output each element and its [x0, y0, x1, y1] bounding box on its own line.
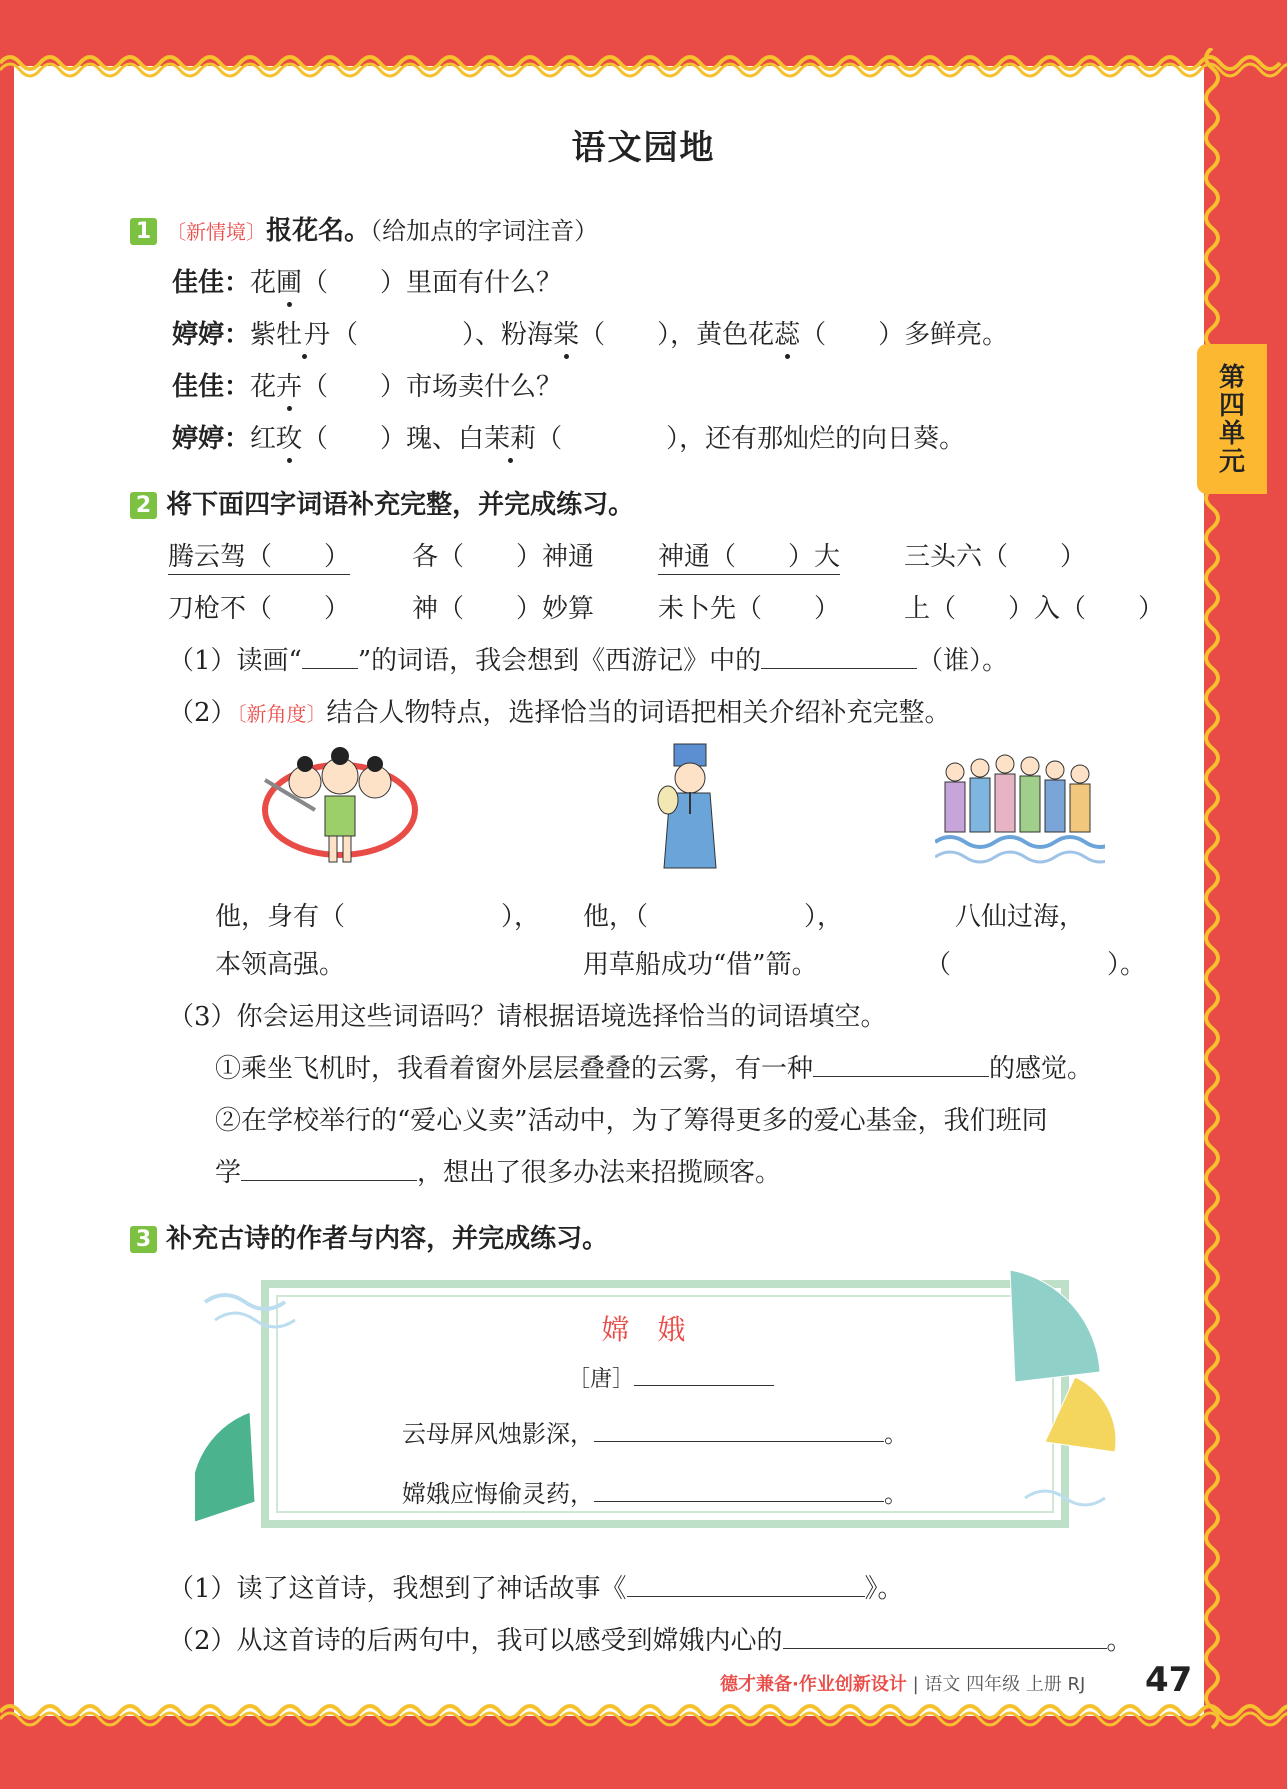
answer-blank[interactable]	[594, 1479, 884, 1502]
poem-line-1: 云母屏风烛影深， 。	[402, 1420, 908, 1448]
dotted-char: 棠	[553, 314, 579, 351]
blank-text[interactable]: （ ）、粉海	[332, 320, 554, 350]
q2-heading: 将下面四字词语补充完整，并完成练习。	[166, 490, 635, 520]
footer-brand: 德才兼备·作业创新设计	[720, 1674, 907, 1695]
q2-word-4[interactable]: 三头六（ ）	[904, 542, 1087, 572]
speaker: 佳佳：	[172, 268, 251, 298]
q3-heading-row	[130, 1218, 608, 1255]
answer-blank[interactable]	[813, 1054, 989, 1077]
zhuge-liang-illustration	[650, 738, 730, 878]
answer-blank[interactable]	[241, 1158, 417, 1181]
page-title: 语文园地	[571, 128, 716, 168]
dotted-char: 牡丹	[276, 314, 332, 351]
page-number: 47	[1145, 1660, 1193, 1700]
unit-side-tab	[1197, 344, 1267, 494]
footer-info: 语文 四年级 上册 RJ	[924, 1674, 1086, 1695]
footer-separator: |	[912, 1674, 919, 1695]
q3-sub1: （1）读了这首诗，我想到了神话故事《 》。	[168, 1574, 904, 1604]
q1-heading: 报花名。	[266, 216, 371, 246]
q3-number: 3	[130, 1226, 157, 1253]
q3-heading: 补充古诗的作者与内容，并完成练习。	[166, 1224, 609, 1254]
q2-sub3-item2: ②在学校举行的“爱心义卖”活动中，为了筹得更多的爱心基金，我们班同	[215, 1106, 1048, 1136]
q2-word-6[interactable]: 神（ ）妙算	[412, 594, 595, 624]
q1-note: （给加点的字词注音）	[370, 217, 599, 245]
caption-2-line1[interactable]: 他，（ ），	[583, 902, 844, 932]
dotted-char: 圃	[276, 262, 302, 299]
blank-text[interactable]: （ ），还有那灿烂的向日葵。	[536, 424, 966, 454]
poem-line-2: 嫦娥应悔偷灵药， 。	[402, 1480, 908, 1508]
q1-line-4	[172, 418, 965, 455]
blank-text[interactable]: （ ）瑰、白	[302, 424, 485, 454]
blank-text[interactable]: （ ）里面有什么？	[302, 268, 563, 298]
answer-blank[interactable]	[761, 646, 917, 669]
blank-text[interactable]: （ ），黄色花	[579, 320, 775, 350]
q2-heading-row	[130, 484, 634, 521]
speaker: 佳佳：	[172, 372, 251, 402]
q2-word-1[interactable]: 腾云驾（ ）	[168, 536, 350, 573]
q2-sub3: （3）你会运用这些词语吗？请根据语境选择恰当的词语填空。	[168, 1002, 887, 1032]
dotted-char: 茉莉	[484, 418, 536, 455]
q2-word-7[interactable]: 未卜先（ ）	[658, 594, 841, 624]
caption-1-line1[interactable]: 他，身有（ ），	[215, 902, 541, 932]
blank-text[interactable]: （ ）市场卖什么？	[302, 372, 563, 402]
caption-2-line2: 用草船成功“借”箭。	[583, 950, 818, 980]
q2-sub1: （1）读画“ ”的词语，我会想到《西游记》中的 （谁）。	[168, 646, 1009, 676]
speaker: 婷婷：	[172, 424, 251, 454]
footer	[720, 1670, 1187, 1696]
answer-blank[interactable]	[302, 646, 358, 669]
blank-text[interactable]: （ ）多鲜亮。	[800, 320, 1009, 350]
q1-line-1	[172, 262, 562, 299]
poem-dynasty-row: ［唐］	[568, 1362, 774, 1393]
speaker: 婷婷：	[172, 320, 251, 350]
unit-label: 第四单元	[1218, 363, 1245, 477]
q2-word-3[interactable]: 神通（ ）大	[658, 536, 840, 573]
answer-blank[interactable]	[627, 1574, 865, 1597]
dotted-char: 蕊	[774, 314, 800, 351]
text: 红	[250, 424, 277, 454]
right-wave-border	[1198, 48, 1228, 1730]
nezha-illustration	[255, 740, 425, 875]
q1-line-2	[172, 314, 1008, 351]
top-wave-border	[0, 48, 1287, 78]
dotted-char: 玫	[276, 418, 302, 455]
dotted-char: 卉	[276, 366, 302, 403]
poem-title: 嫦 娥	[601, 1313, 686, 1346]
q1-number: 1	[130, 218, 157, 245]
bottom-wave-border	[0, 1702, 1287, 1732]
q1-heading-row	[130, 210, 598, 247]
text: 花	[250, 372, 277, 402]
answer-blank[interactable]	[783, 1626, 1107, 1649]
caption-3-line2[interactable]: （ ）。	[925, 950, 1147, 980]
q3-sub2: （2）从这首诗的后两句中，我可以感受到嫦娥内心的 。	[168, 1626, 1133, 1656]
q2-number: 2	[130, 492, 157, 519]
q2-sub2: （2）〔新角度〕结合人物特点，选择恰当的词语把相关介绍补充完整。	[168, 698, 951, 728]
q2-word-5[interactable]: 刀枪不（ ）	[168, 594, 351, 624]
text: 花	[250, 268, 277, 298]
q2-word-2[interactable]: 各（ ）神通	[412, 542, 595, 572]
q2-sub3-item2-cont: 学 ，想出了很多办法来招揽顾客。	[215, 1158, 782, 1188]
q2-sub3-item1: ①乘坐飞机时，我看着窗外层层叠叠的云雾，有一种 的感觉。	[215, 1054, 1094, 1084]
answer-blank[interactable]	[594, 1419, 884, 1442]
q2-word-8[interactable]: 上（ ）入（ ）	[904, 594, 1165, 624]
caption-3-line1: 八仙过海，	[955, 902, 1086, 932]
q1-line-3	[172, 366, 562, 403]
eight-immortals-illustration	[935, 742, 1105, 877]
text: 紫	[250, 320, 277, 350]
caption-1-line2: 本领高强。	[215, 950, 346, 980]
author-blank[interactable]	[634, 1363, 774, 1386]
q2-sub2-tag: 〔新角度〕	[236, 702, 327, 726]
q1-tag: 〔新情境〕	[166, 220, 267, 244]
